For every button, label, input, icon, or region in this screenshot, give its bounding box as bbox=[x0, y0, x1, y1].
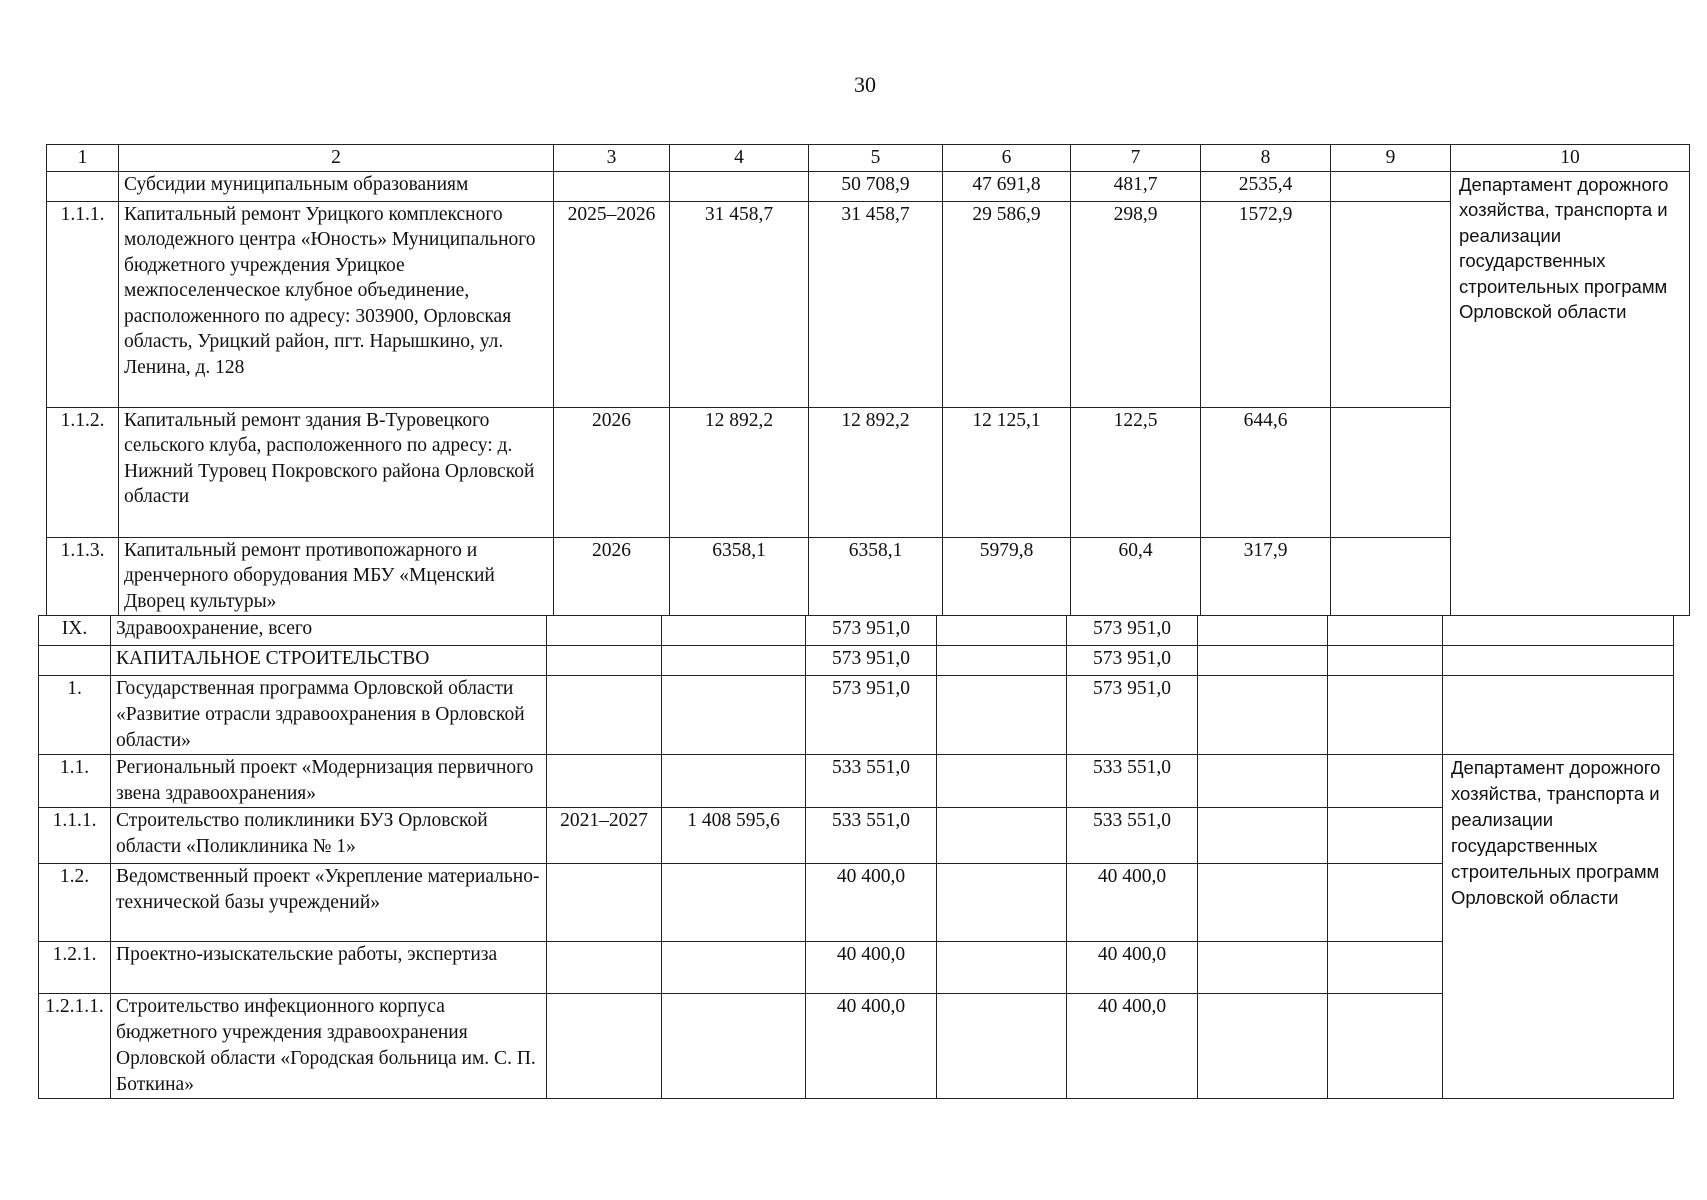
row-col8: 644,6 bbox=[1201, 407, 1331, 537]
row-cost bbox=[662, 864, 806, 942]
row-col6 bbox=[937, 994, 1067, 1099]
row-period: 2025–2026 bbox=[554, 201, 670, 407]
row-col8 bbox=[1198, 994, 1328, 1099]
table-row bbox=[47, 537, 1690, 615]
row-col5: 6358,1 bbox=[809, 537, 943, 615]
row-col9 bbox=[1331, 537, 1451, 615]
row-period bbox=[547, 755, 662, 808]
row-col5: 533 551,0 bbox=[806, 755, 937, 808]
row-period: 2026 bbox=[554, 407, 670, 537]
row-name: Ведомственный проект «Укрепление материально-технической базы учреждений» bbox=[111, 864, 547, 942]
row-col6 bbox=[937, 676, 1067, 755]
row-col7: 40 400,0 bbox=[1067, 942, 1198, 994]
row-col5: 40 400,0 bbox=[806, 994, 937, 1099]
table-row bbox=[39, 942, 1674, 994]
row-number bbox=[39, 646, 111, 676]
column-header: 7 bbox=[1071, 145, 1201, 172]
row-col5: 40 400,0 bbox=[806, 942, 937, 994]
row-col8 bbox=[1198, 942, 1328, 994]
row-col8: 2535,4 bbox=[1201, 171, 1331, 201]
row-number: 1.1.1. bbox=[39, 808, 111, 864]
row-col5: 573 951,0 bbox=[806, 676, 937, 755]
page-number: 30 bbox=[854, 72, 876, 97]
row-col8: 1572,9 bbox=[1201, 201, 1331, 407]
row-col5: 31 458,7 bbox=[809, 201, 943, 407]
row-col6: 29 586,9 bbox=[943, 201, 1071, 407]
table-row bbox=[39, 755, 1674, 808]
row-col5: 12 892,2 bbox=[809, 407, 943, 537]
row-cost: 31 458,7 bbox=[670, 201, 809, 407]
row-col9 bbox=[1328, 808, 1443, 864]
column-header: 6 bbox=[943, 145, 1071, 172]
row-col9 bbox=[1328, 994, 1443, 1099]
row-period: 2021–2027 bbox=[547, 808, 662, 864]
budget-table-lower bbox=[38, 615, 1674, 1099]
column-header: 8 bbox=[1201, 145, 1331, 172]
column-header: 10 bbox=[1451, 145, 1690, 172]
row-col6: 47 691,8 bbox=[943, 171, 1071, 201]
row-period bbox=[547, 942, 662, 994]
responsible-department: Департамент дорожного хозяйства, транспорта и реализации государственных строительных программ Орловской области bbox=[1451, 171, 1690, 615]
row-col5: 533 551,0 bbox=[806, 808, 937, 864]
column-header: 9 bbox=[1331, 145, 1451, 172]
row-number: IX. bbox=[39, 616, 111, 646]
table-row bbox=[39, 864, 1674, 942]
row-name: Проектно-изыскательские работы, экспертиза bbox=[111, 942, 547, 994]
row-period bbox=[554, 171, 670, 201]
row-cost: 1 408 595,6 bbox=[662, 808, 806, 864]
row-col7: 573 951,0 bbox=[1067, 676, 1198, 755]
row-col10 bbox=[1443, 616, 1674, 646]
row-col8 bbox=[1198, 755, 1328, 808]
table-row bbox=[47, 171, 1690, 201]
row-col8 bbox=[1198, 616, 1328, 646]
row-cost bbox=[662, 676, 806, 755]
row-col10 bbox=[1443, 676, 1674, 755]
row-col8 bbox=[1198, 808, 1328, 864]
row-cost bbox=[670, 171, 809, 201]
table-row bbox=[39, 676, 1674, 755]
row-col5: 50 708,9 bbox=[809, 171, 943, 201]
row-col6 bbox=[937, 616, 1067, 646]
column-header-row bbox=[47, 145, 1690, 172]
column-header: 3 bbox=[554, 145, 670, 172]
row-name: КАПИТАЛЬНОЕ СТРОИТЕЛЬСТВО bbox=[111, 646, 547, 676]
row-col7: 573 951,0 bbox=[1067, 646, 1198, 676]
table-row bbox=[47, 407, 1690, 537]
row-col9 bbox=[1328, 616, 1443, 646]
row-col8 bbox=[1198, 676, 1328, 755]
row-cost: 6358,1 bbox=[670, 537, 809, 615]
row-col6 bbox=[937, 646, 1067, 676]
budget-table-upper bbox=[46, 144, 1690, 616]
row-name: Здравоохранение, всего bbox=[111, 616, 547, 646]
row-cost bbox=[662, 616, 806, 646]
row-number: 1.1.2. bbox=[47, 407, 119, 537]
row-name: Капитальный ремонт Урицкого комплексного молодежного центра «Юность» Муниципального бюджетного учреждения Урицкое межпоселенческое клубное объединение, расположенного по адресу: 303900, Орловская область, Урицкий район, пгт. Нарышкино, ул. Ленина, д. 128 bbox=[119, 201, 554, 407]
row-col5: 40 400,0 bbox=[806, 864, 937, 942]
row-col9 bbox=[1331, 407, 1451, 537]
column-header: 1 bbox=[47, 145, 119, 172]
row-col9 bbox=[1331, 201, 1451, 407]
row-col6: 5979,8 bbox=[943, 537, 1071, 615]
row-name: Государственная программа Орловской области «Развитие отрасли здравоохранения в Орловской области» bbox=[111, 676, 547, 755]
row-col6 bbox=[937, 864, 1067, 942]
row-number: 1.1.3. bbox=[47, 537, 119, 615]
row-col6 bbox=[937, 942, 1067, 994]
row-col9 bbox=[1328, 676, 1443, 755]
row-col7: 40 400,0 bbox=[1067, 864, 1198, 942]
row-col7: 533 551,0 bbox=[1067, 808, 1198, 864]
row-cost bbox=[662, 646, 806, 676]
row-name: Капитальный ремонт противопожарного и дренчерного оборудования МБУ «Мценский Дворец культуры» bbox=[119, 537, 554, 615]
row-col9 bbox=[1328, 864, 1443, 942]
row-col9 bbox=[1328, 646, 1443, 676]
table-row bbox=[39, 994, 1674, 1099]
row-period bbox=[547, 676, 662, 755]
row-number: 1. bbox=[39, 676, 111, 755]
table-row bbox=[39, 808, 1674, 864]
row-period bbox=[547, 994, 662, 1099]
row-col7: 40 400,0 bbox=[1067, 994, 1198, 1099]
responsible-department: Департамент дорожного хозяйства, транспорта и реализации государственных строительных программ Орловской области bbox=[1443, 755, 1674, 1099]
column-header: 2 bbox=[119, 145, 554, 172]
row-period: 2026 bbox=[554, 537, 670, 615]
row-name: Строительство поликлиники БУЗ Орловской области «Поликлиника № 1» bbox=[111, 808, 547, 864]
row-number: 1.2.1. bbox=[39, 942, 111, 994]
row-cost: 12 892,2 bbox=[670, 407, 809, 537]
row-col7: 573 951,0 bbox=[1067, 616, 1198, 646]
row-col8: 317,9 bbox=[1201, 537, 1331, 615]
row-col7: 533 551,0 bbox=[1067, 755, 1198, 808]
row-cost bbox=[662, 994, 806, 1099]
row-col9 bbox=[1328, 942, 1443, 994]
column-header: 5 bbox=[809, 145, 943, 172]
column-header: 4 bbox=[670, 145, 809, 172]
row-number: 1.1.1. bbox=[47, 201, 119, 407]
row-col6 bbox=[937, 755, 1067, 808]
row-col7: 298,9 bbox=[1071, 201, 1201, 407]
row-period bbox=[547, 616, 662, 646]
row-col7: 481,7 bbox=[1071, 171, 1201, 201]
row-name: Строительство инфекционного корпуса бюджетного учреждения здравоохранения Орловской области «Городская больница им. С. П. Боткина» bbox=[111, 994, 547, 1099]
row-col8 bbox=[1198, 864, 1328, 942]
row-cost bbox=[662, 755, 806, 808]
row-col6: 12 125,1 bbox=[943, 407, 1071, 537]
row-period bbox=[547, 646, 662, 676]
row-name: Региональный проект «Модернизация первичного звена здравоохранения» bbox=[111, 755, 547, 808]
row-number: 1.2. bbox=[39, 864, 111, 942]
row-number: 1.2.1.1. bbox=[39, 994, 111, 1099]
row-col5: 573 951,0 bbox=[806, 616, 937, 646]
row-col10 bbox=[1443, 646, 1674, 676]
row-col9 bbox=[1328, 755, 1443, 808]
row-cost bbox=[662, 942, 806, 994]
table-row bbox=[39, 616, 1674, 646]
row-number bbox=[47, 171, 119, 201]
table-row bbox=[39, 646, 1674, 676]
row-period bbox=[547, 864, 662, 942]
row-number: 1.1. bbox=[39, 755, 111, 808]
table-row bbox=[47, 201, 1690, 407]
row-name: Субсидии муниципальным образованиям bbox=[119, 171, 554, 201]
row-col9 bbox=[1331, 171, 1451, 201]
row-col7: 60,4 bbox=[1071, 537, 1201, 615]
row-col5: 573 951,0 bbox=[806, 646, 937, 676]
row-name: Капитальный ремонт здания В-Туровецкого сельского клуба, расположенного по адресу: д. Нижний Туровец Покровского района Орловской области bbox=[119, 407, 554, 537]
row-col6 bbox=[937, 808, 1067, 864]
row-col7: 122,5 bbox=[1071, 407, 1201, 537]
row-col8 bbox=[1198, 646, 1328, 676]
